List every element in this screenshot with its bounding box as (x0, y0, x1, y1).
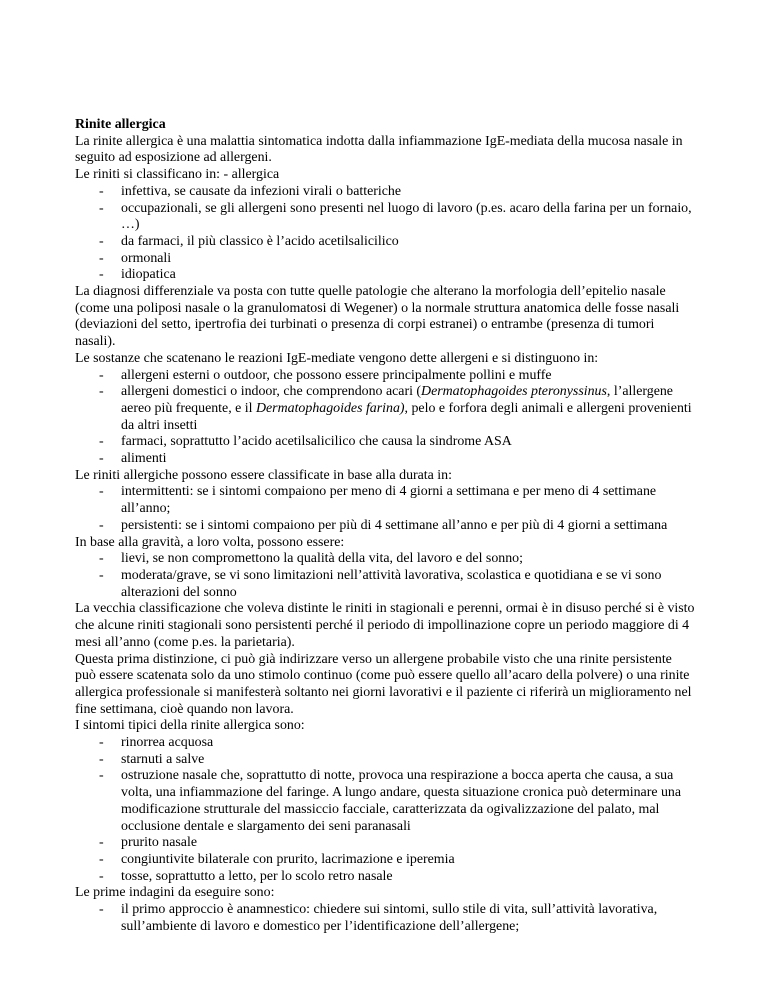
list-item: - il primo approccio è anamnestico: chiedere sui sintomi, sullo stile di vita, sull’attività lavorativa, sull’ambiente di lavoro e domestico per l’identificazione dell’allergene; (99, 902, 695, 935)
indoor-text-c: , pelo e forfora degli animali e allergeni provenienti da altri insetti (121, 400, 692, 433)
duration-list (75, 484, 695, 534)
severity-lead: In base alla gravità, a loro volta, possono essere: (75, 534, 345, 550)
list-item: - ormonali (99, 251, 695, 268)
symptoms-lead: I sintomi tipici della rinite allergica sono: (75, 718, 305, 734)
first-distinction-paragraph: Questa prima distinzione, ci può già indirizzare verso un allergene probabile visto che una rinite persistente può essere scatenata solo da uno stimolo continuo (come può essere quello all’acaro della polvere) o una rinite allergica professionale si manifesterà soltanto nei giorni lavorativi e il paziente ci riferirà un miglioramento nel fine settimana, cioè quando non lavora. (75, 651, 692, 717)
investigations-lead: Le prime indagini da eseguire sono: (75, 885, 275, 901)
investigations-list (75, 902, 695, 935)
indoor-text-b: , l’allergene aereo più frequente, e il (121, 384, 673, 416)
allergens-lead: Le sostanze che scatenano le reazioni IgE-mediate vengono dette allergeni e si distinguono in: (75, 350, 599, 366)
document-page (75, 117, 695, 935)
intro-paragraph: La rinite allergica è una malattia sintomatica indotta dalla infiammazione IgE-mediata della mucosa nasale in seguito ad esposizione ad allergeni. (75, 133, 683, 166)
document-title: Rinite allergica (75, 117, 166, 132)
list-item (99, 384, 695, 434)
symptoms-list (75, 735, 695, 885)
list-item: - lievi, se non compromettono la qualità della vita, del lavoro e del sonno; (99, 551, 695, 568)
species-name: Dermatophagoides pteronyssinus (421, 384, 607, 400)
list-item: - prurito nasale (99, 835, 695, 852)
indoor-text-a: allergeni domestici o indoor, che comprendono acari ( (121, 384, 422, 400)
list-item: - occupazionali, se gli allergeni sono presenti nel luogo di lavoro (p.es. acaro della farina per un fornaio, …) (99, 201, 695, 234)
duration-lead: Le riniti allergiche possono essere classificate in base alla durata in: (75, 467, 452, 483)
old-classification-paragraph: La vecchia classificazione che voleva distinte le riniti in stagionali e perenni, ormai è in disuso perché si è visto che alcune riniti stagionali sono persistenti perché il periodo di impollinazione copre un periodo maggiore di 4 mesi all’anno (come p.es. la parietaria). (75, 601, 695, 650)
list-item: - ostruzione nasale che, soprattutto di notte, provoca una respirazione a bocca aperta che causa, a sua volta, una infiammazione del faringe. A lungo andare, questa situazione cronica può determinare una modificazione strutturale del massiccio facciale, caratterizzata da ogivalizzazione del palato, mal occlusione dentale e slargamento dei seni paranasali (99, 768, 695, 835)
classification-list (75, 184, 695, 284)
severity-list (75, 551, 695, 601)
list-item: - da farmaci, il più classico è l’acido acetilsalicilico (99, 234, 695, 251)
species-name: Dermatophagoides farina) (255, 400, 405, 416)
list-item: - starnuti a salve (99, 752, 695, 769)
list-item: - rinorrea acquosa (99, 735, 695, 752)
list-item: - alimenti (99, 451, 695, 468)
list-item: - congiuntivite bilaterale con prurito, lacrimazione e iperemia (99, 852, 695, 869)
list-item: - infettiva, se causate da infezioni virali o batteriche (99, 184, 695, 201)
list-item: - intermittenti: se i sintomi compaiono per meno di 4 giorni a settimana e per meno di 4 settimane all’anno; (99, 484, 695, 517)
list-item: - moderata/grave, se vi sono limitazioni nell’attività lavorativa, scolastica e quotidiana e se vi sono alterazioni del sonno (99, 568, 695, 601)
differential-diagnosis-paragraph: La diagnosi differenziale va posta con tutte quelle patologie che alterano la morfologia dell’epitelio nasale (come una poliposi nasale o la granulomatosi di Wegener) o la normale struttura anatomica delle fosse nasali (deviazioni del setto, ipertrofia dei turbinati o presenza di corpi estranei) o entrambe (presenza di tumori nasali). (75, 284, 680, 350)
classification-lead: Le riniti si classificano in: - allergica (75, 167, 280, 183)
list-item: - idiopatica (99, 267, 695, 284)
list-item: - persistenti: se i sintomi compaiono per più di 4 settimane all’anno e per più di 4 giorni a settimana (99, 518, 695, 535)
allergens-list (75, 368, 695, 468)
list-item: - allergeni esterni o outdoor, che possono essere principalmente pollini e muffe (99, 368, 695, 385)
list-item: - tosse, soprattutto a letto, per lo scolo retro nasale (99, 869, 695, 886)
list-item: - farmaci, soprattutto l’acido acetilsalicilico che causa la sindrome ASA (99, 434, 695, 451)
